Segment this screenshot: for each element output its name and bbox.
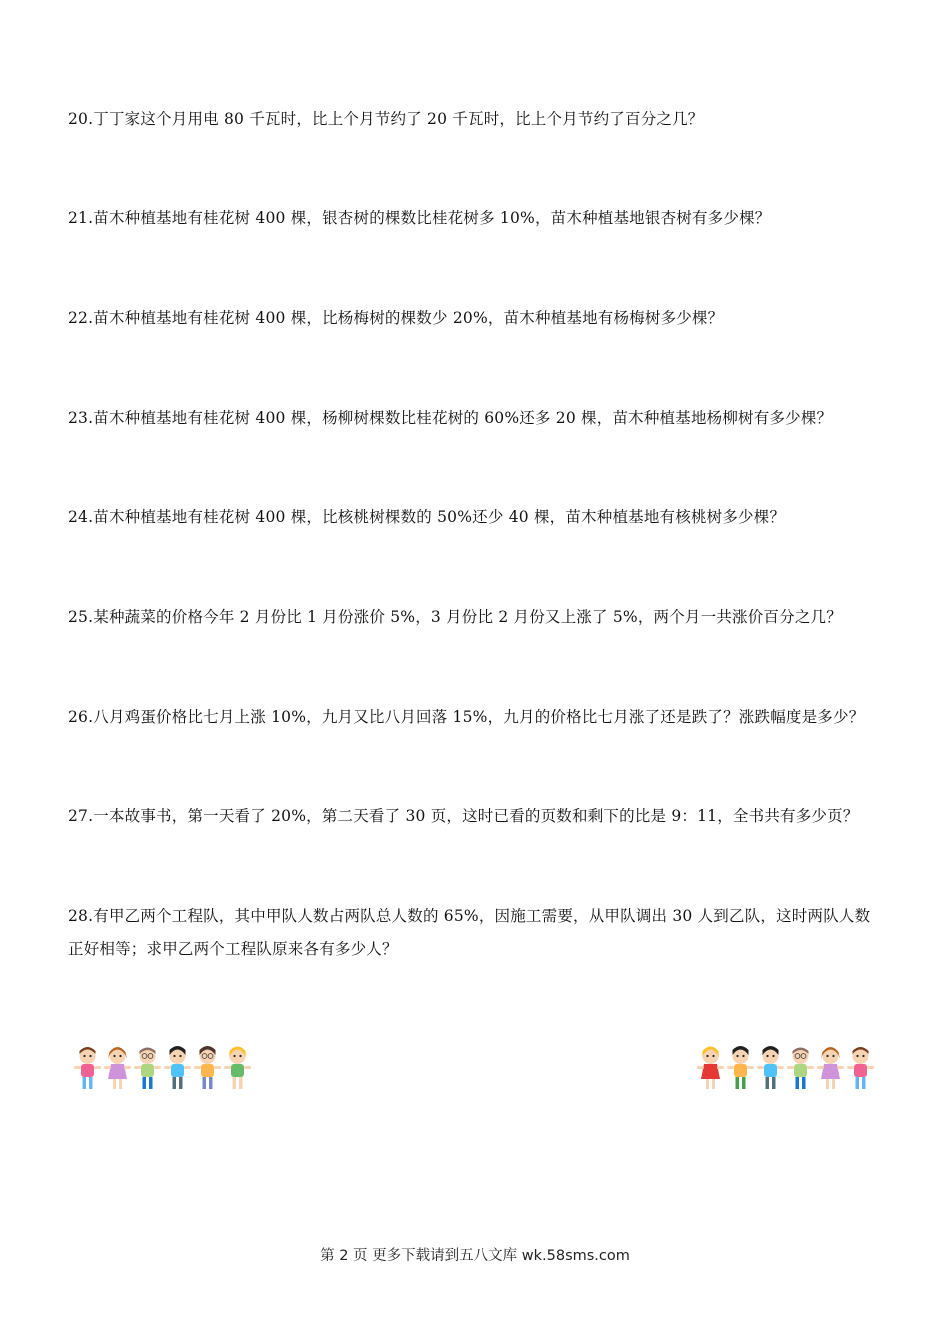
child-figure-icon xyxy=(787,1045,814,1093)
child-figure-icon xyxy=(697,1045,724,1093)
child-figure-icon xyxy=(224,1045,251,1093)
child-figure-icon xyxy=(817,1045,844,1093)
child-figure-icon xyxy=(847,1045,874,1093)
question-23: 23.苗木种植基地有桂花树 400 棵，杨柳树棵数比桂花树的 60%还多 20 棵，苗木种植基地杨柳树有多少棵？ xyxy=(68,409,833,427)
question-25: 25.某种蔬菜的价格今年 2 月份比 1 月份涨价 5%，3 月份比 2 月份又上涨了 5%，两个月一共涨价百分之几？ xyxy=(68,608,842,626)
question-28: 28.有甲乙两个工程队，其中甲队人数占两队总人数的 65%，因施工需要，从甲队调出 30 人到乙队，这时两队人数正好相等；求甲乙两个工程队原来各有多少人？ xyxy=(68,907,871,958)
cartoon-children-row-icon xyxy=(74,1045,251,1093)
child-figure-icon xyxy=(757,1045,784,1093)
child-figure-icon xyxy=(194,1045,221,1093)
question-21: 21.苗木种植基地有桂花树 400 棵，银杏树的棵数比桂花树多 10%，苗木种植基地银杏树有多少棵？ xyxy=(68,209,771,227)
child-figure-icon xyxy=(164,1045,191,1093)
child-figure-icon xyxy=(134,1045,161,1093)
child-figure-icon xyxy=(727,1045,754,1093)
child-figure-icon xyxy=(74,1045,101,1093)
cartoon-children-row-icon xyxy=(697,1045,874,1093)
child-figure-icon xyxy=(104,1045,131,1093)
page-footer: 第 2 页 更多下载请到五八文库 wk.58sms.com xyxy=(320,1248,630,1264)
question-26: 26.八月鸡蛋价格比七月上涨 10%，九月又比八月回落 15%，九月的价格比七月涨了还是跌了？涨跌幅度是多少？ xyxy=(68,708,865,726)
question-22: 22.苗木种植基地有桂花树 400 棵，比杨梅树的棵数少 20%，苗木种植基地有杨梅树多少棵？ xyxy=(68,309,724,327)
question-24: 24.苗木种植基地有桂花树 400 棵，比核桃树棵数的 50%还少 40 棵，苗木种植基地有核桃树多少棵？ xyxy=(68,508,786,526)
question-27: 27.一本故事书，第一天看了 20%，第二天看了 30 页，这时已看的页数和剩下的比是 9：11，全书共有多少页？ xyxy=(68,807,859,825)
question-20: 20.丁丁家这个月用电 80 千瓦时，比上个月节约了 20 千瓦时，比上个月节约了百分之几？ xyxy=(68,110,704,128)
